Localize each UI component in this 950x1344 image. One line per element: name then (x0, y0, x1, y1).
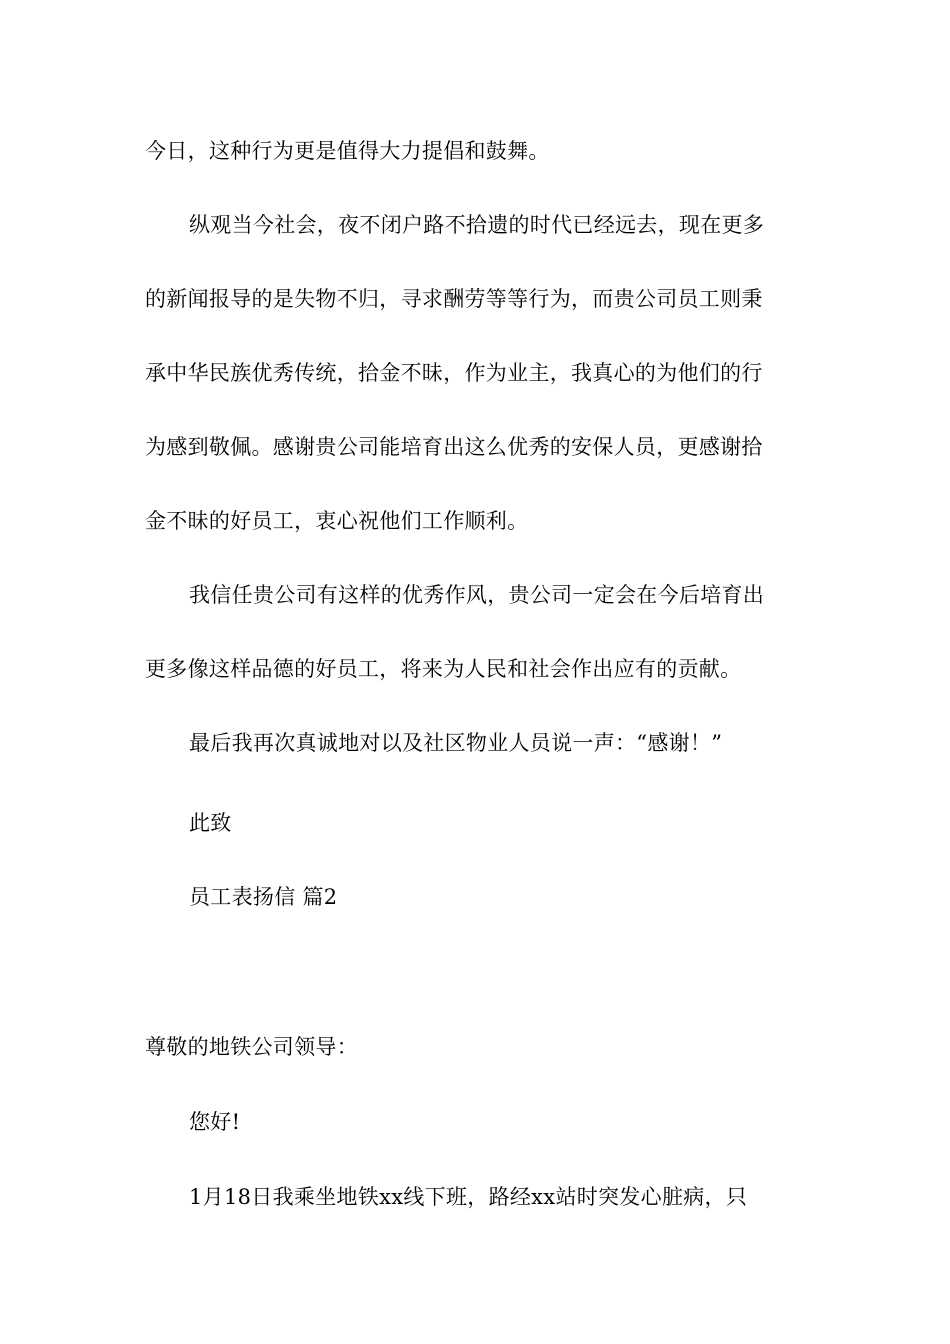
text-line: 金不昧的好员工，衷心祝他们工作顺利。 (145, 509, 529, 533)
greeting: 您好! (189, 1110, 241, 1134)
letter-salutation: 尊敬的地铁公司领导： (145, 1035, 358, 1059)
text-line: 为感到敬佩。感谢贵公司能培育出这么优秀的安保人员，更感谢拾 (145, 435, 763, 459)
text-line: 我信任贵公司有这样的优秀作风，贵公司一定会在今后培育出 (189, 583, 765, 607)
text-line: 纵观当今社会，夜不闭户路不拾遗的时代已经远去，现在更多 (189, 213, 765, 237)
text-line: 的新闻报导的是失物不归，寻求酬劳等等行为，而贵公司员工则秉 (145, 287, 763, 311)
text-line: 承中华民族优秀传统，拾金不昧，作为业主，我真心的为他们的行 (145, 361, 763, 385)
text-line: 最后我再次真诚地对以及社区物业人员说一声：“感谢！” (189, 731, 723, 755)
text-line: 更多像这样品德的好员工，将来为人民和社会作出应有的贡献。 (145, 657, 742, 681)
section-heading: 员工表扬信 篇2 (189, 885, 338, 909)
text-line: 1月18日我乘坐地铁xx线下班，路经xx站时突发心脏病，只 (189, 1185, 748, 1209)
text-line: 今日，这种行为更是值得大力提倡和鼓舞。 (145, 139, 550, 163)
closing-salutation: 此致 (189, 811, 232, 835)
